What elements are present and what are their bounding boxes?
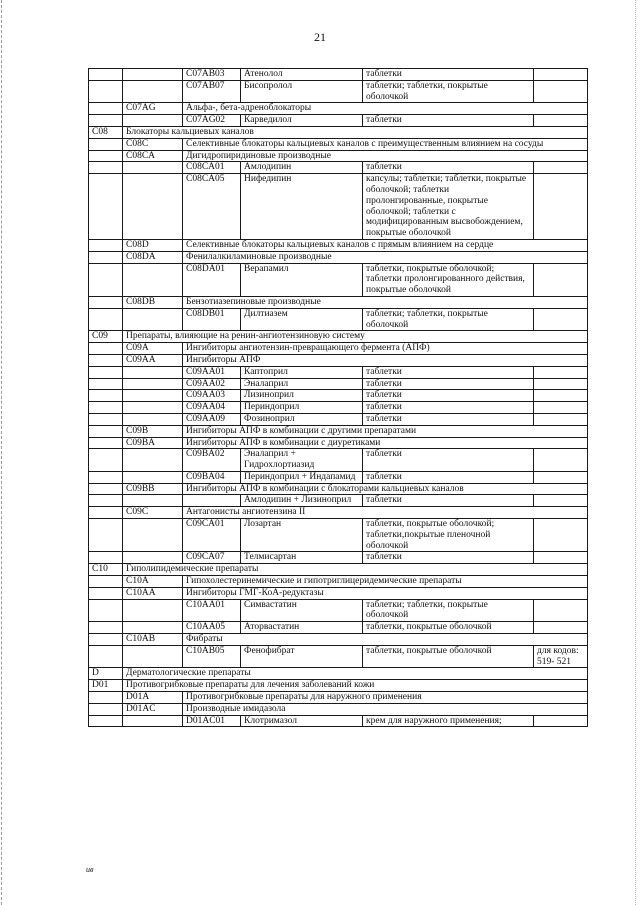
table-row xyxy=(89,296,588,308)
empty-cell xyxy=(89,366,123,378)
empty-cell xyxy=(89,402,123,414)
dosage-form-cell: таблетки xyxy=(363,413,534,425)
note-cell xyxy=(534,552,588,564)
dosage-form-cell: таблетки; таблетки, покрытые оболочкой xyxy=(363,80,534,103)
subgroup-label-cell: Фенилалкиламиновые производные xyxy=(183,251,588,263)
dosage-form-cell: таблетки xyxy=(363,449,534,472)
empty-cell xyxy=(123,308,183,331)
drug-code-cell: C10AA01 xyxy=(183,599,241,622)
drug-code-cell: C07AB03 xyxy=(183,69,241,81)
code-cell: C09B xyxy=(123,425,183,437)
drug-name-cell: Клотримазол xyxy=(241,715,363,727)
note-cell xyxy=(534,174,588,240)
subgroup-label-cell: Производные имидазола xyxy=(183,703,588,715)
note-cell: для кодов: 519- 521 xyxy=(534,645,588,668)
empty-cell xyxy=(89,263,123,296)
table-row xyxy=(89,692,588,704)
dosage-form-cell: крем для наружного применения; xyxy=(363,715,534,727)
drug-name-cell: Фенофибрат xyxy=(241,645,363,668)
empty-cell xyxy=(89,519,123,552)
table-row xyxy=(89,343,588,355)
table-row xyxy=(89,587,588,599)
drug-code-cell: C09AA09 xyxy=(183,413,241,425)
dosage-form-cell: таблетки xyxy=(363,495,534,507)
empty-cell xyxy=(123,366,183,378)
note-cell xyxy=(534,366,588,378)
empty-cell xyxy=(89,692,123,704)
empty-cell xyxy=(123,599,183,622)
dosage-form-cell: таблетки xyxy=(363,115,534,127)
subgroup-label-cell: Фибраты xyxy=(183,634,588,646)
empty-cell xyxy=(89,495,123,507)
code-cell: C08DA xyxy=(123,251,183,263)
table-row xyxy=(89,162,588,174)
note-cell xyxy=(534,308,588,331)
empty-cell xyxy=(89,69,123,81)
dosage-form-cell: таблетки, покрытые оболочкой xyxy=(363,622,534,634)
note-cell xyxy=(534,162,588,174)
empty-cell xyxy=(89,576,123,588)
drug-code-cell: C09AA01 xyxy=(183,366,241,378)
note-cell xyxy=(534,599,588,622)
empty-cell xyxy=(89,343,123,355)
subgroup-label-cell: Ингибиторы АПФ в комбинации с другими препаратами xyxy=(183,425,588,437)
drug-name-cell: Симвастатин xyxy=(241,599,363,622)
drug-name-cell: Амлодипин xyxy=(241,162,363,174)
empty-cell xyxy=(89,103,123,115)
drug-code-cell: C08DA01 xyxy=(183,263,241,296)
empty-cell xyxy=(89,308,123,331)
note-cell xyxy=(534,471,588,483)
empty-cell xyxy=(123,378,183,390)
drug-name-cell: Аторвастатин xyxy=(241,622,363,634)
empty-cell xyxy=(89,634,123,646)
drug-name-cell: Периндоприл xyxy=(241,402,363,414)
dosage-form-cell: таблетки xyxy=(363,390,534,402)
drug-code-cell: C08CA05 xyxy=(183,174,241,240)
drug-name-cell: Каптоприл xyxy=(241,366,363,378)
code-cell: C08DB xyxy=(123,296,183,308)
empty-cell xyxy=(89,552,123,564)
note-cell xyxy=(534,715,588,727)
group-label-cell: Противогрибковые препараты для лечения заболеваний кожи xyxy=(123,680,588,692)
table-row xyxy=(89,634,588,646)
drug-name-cell: Периндоприл + Индапамид xyxy=(241,471,363,483)
drug-code-cell: C07AB07 xyxy=(183,80,241,103)
code-cell: C09C xyxy=(123,507,183,519)
drug-code-cell: C09BA04 xyxy=(183,471,241,483)
drug-name-cell: Нифедипин xyxy=(241,174,363,240)
table-row xyxy=(89,69,588,81)
table-row xyxy=(89,507,588,519)
empty-cell xyxy=(89,378,123,390)
table-row xyxy=(89,308,588,331)
subgroup-label-cell: Антагонисты ангиотензина II xyxy=(183,507,588,519)
code-cell: C09AA xyxy=(123,354,183,366)
empty-cell xyxy=(89,483,123,495)
drug-name-cell: Фозиноприл xyxy=(241,413,363,425)
table-row xyxy=(89,703,588,715)
drug-name-cell: Атенолол xyxy=(241,69,363,81)
drug-code-cell: C08CA01 xyxy=(183,162,241,174)
note-cell xyxy=(534,263,588,296)
code-cell: C08D xyxy=(123,239,183,251)
drug-code-cell: C09AA03 xyxy=(183,390,241,402)
drug-code-cell xyxy=(183,495,241,507)
table-row xyxy=(89,390,588,402)
note-cell xyxy=(534,495,588,507)
code-cell: C09BB xyxy=(123,483,183,495)
empty-cell xyxy=(89,449,123,472)
empty-cell xyxy=(89,138,123,150)
dosage-form-cell: таблетки xyxy=(363,162,534,174)
table-row xyxy=(89,425,588,437)
code-cell: C08CA xyxy=(123,150,183,162)
drug-code-cell: C07AG02 xyxy=(183,115,241,127)
empty-cell xyxy=(123,402,183,414)
subgroup-label-cell: Дигидропиридиновые производные xyxy=(183,150,588,162)
code-cell: C09BA xyxy=(123,437,183,449)
drug-name-cell: Лозартан xyxy=(241,519,363,552)
empty-cell xyxy=(123,115,183,127)
drug-name-cell: Телмисартан xyxy=(241,552,363,564)
dosage-form-cell: таблетки xyxy=(363,552,534,564)
code-cell: C09A xyxy=(123,343,183,355)
empty-cell xyxy=(89,296,123,308)
table-row xyxy=(89,251,588,263)
drug-code-cell: C08DB01 xyxy=(183,308,241,331)
scan-edge-right xyxy=(635,0,637,905)
note-cell xyxy=(534,390,588,402)
subgroup-label-cell: Противогрибковые препараты для наружного применения xyxy=(183,692,588,704)
code-cell: C10 xyxy=(89,564,123,576)
dosage-form-cell: таблетки, покрытые оболочкой; таблетки пролонгированного действия, покрытые оболочкой xyxy=(363,263,534,296)
code-cell: C07AG xyxy=(123,103,183,115)
table-row xyxy=(89,437,588,449)
empty-cell xyxy=(123,69,183,81)
note-cell xyxy=(534,519,588,552)
table-row xyxy=(89,150,588,162)
subgroup-label-cell: Альфа-, бета-адреноблокаторы xyxy=(183,103,588,115)
table-row xyxy=(89,103,588,115)
note-cell xyxy=(534,115,588,127)
table-row xyxy=(89,519,588,552)
dosage-form-cell: таблетки xyxy=(363,378,534,390)
empty-cell xyxy=(123,519,183,552)
subgroup-label-cell: Селективные блокаторы кальциевых каналов с преимущественным влиянием на сосуды xyxy=(183,138,588,150)
code-cell: D01AC xyxy=(123,703,183,715)
empty-cell xyxy=(89,162,123,174)
empty-cell xyxy=(89,80,123,103)
table-row xyxy=(89,263,588,296)
code-cell: C10AB xyxy=(123,634,183,646)
empty-cell xyxy=(123,174,183,240)
empty-cell xyxy=(89,150,123,162)
code-cell: C10A xyxy=(123,576,183,588)
subgroup-label-cell: Гипохолестеринемические и гипотриглицеридемические препараты xyxy=(183,576,588,588)
drug-name-cell: Эналаприл xyxy=(241,378,363,390)
subgroup-label-cell: Ингибиторы АПФ в комбинации с блокаторами кальциевых каналов xyxy=(183,483,588,495)
drug-code-cell: C09AA02 xyxy=(183,378,241,390)
table-row xyxy=(89,331,588,343)
empty-cell xyxy=(89,715,123,727)
group-label-cell: Блокаторы кальциевых каналов xyxy=(123,126,588,138)
code-cell: C09 xyxy=(89,331,123,343)
drug-name-cell: Верапамил xyxy=(241,263,363,296)
table-row xyxy=(89,138,588,150)
note-cell xyxy=(534,69,588,81)
note-cell xyxy=(534,413,588,425)
subgroup-label-cell: Ингибиторы ангиотензин-превращающего фермента (АПФ) xyxy=(183,343,588,355)
table-row xyxy=(89,564,588,576)
drug-code-cell: C09CA01 xyxy=(183,519,241,552)
group-label-cell: Дерматологические препараты xyxy=(123,668,588,680)
dosage-form-cell: таблетки; таблетки, покрытые оболочкой xyxy=(363,599,534,622)
table-row xyxy=(89,599,588,622)
drug-code-cell: C09BA02 xyxy=(183,449,241,472)
group-label-cell: Препараты, влияющие на ренин-ангиотензиновую систему xyxy=(123,331,588,343)
footer-mark: ив xyxy=(86,865,94,874)
dosage-form-cell: таблетки xyxy=(363,471,534,483)
drug-classification-table xyxy=(88,68,588,727)
empty-cell xyxy=(123,715,183,727)
note-cell xyxy=(534,80,588,103)
subgroup-label-cell: Бензотиазепиновые производные xyxy=(183,296,588,308)
empty-cell xyxy=(89,174,123,240)
note-cell xyxy=(534,378,588,390)
drug-name-cell: Дилтиазем xyxy=(241,308,363,331)
empty-cell xyxy=(89,239,123,251)
table-row xyxy=(89,622,588,634)
subgroup-label-cell: Селективные блокаторы кальциевых каналов с прямым влиянием на сердце xyxy=(183,239,588,251)
subgroup-label-cell: Ингибиторы АПФ в комбинации с диуретиками xyxy=(183,437,588,449)
code-cell: C08C xyxy=(123,138,183,150)
code-cell: D01 xyxy=(89,680,123,692)
table-row xyxy=(89,366,588,378)
dosage-form-cell: таблетки xyxy=(363,69,534,81)
drug-code-cell: C10AA05 xyxy=(183,622,241,634)
empty-cell xyxy=(89,645,123,668)
drug-name-cell: Амлодипин + Лизиноприл xyxy=(241,495,363,507)
table-row xyxy=(89,80,588,103)
empty-cell xyxy=(89,115,123,127)
table-row xyxy=(89,495,588,507)
dosage-form-cell: таблетки; таблетки, покрытые оболочкой xyxy=(363,308,534,331)
table-row xyxy=(89,471,588,483)
table-row xyxy=(89,483,588,495)
empty-cell xyxy=(123,449,183,472)
code-cell: D01A xyxy=(123,692,183,704)
dosage-form-cell: капсулы; таблетки; таблетки, покрытые оболочкой; таблетки пролонгированные, покрытые оболочкой; таблетки с модифицированным высвобождением, покрытые оболочкой xyxy=(363,174,534,240)
note-cell xyxy=(534,402,588,414)
empty-cell xyxy=(89,354,123,366)
empty-cell xyxy=(89,390,123,402)
empty-cell xyxy=(123,645,183,668)
empty-cell xyxy=(123,263,183,296)
dosage-form-cell: таблетки xyxy=(363,402,534,414)
drug-name-cell: Карведилол xyxy=(241,115,363,127)
note-cell xyxy=(534,622,588,634)
table-row xyxy=(89,354,588,366)
drug-name-cell: Эналаприл + Гидрохлортиазид xyxy=(241,449,363,472)
empty-cell xyxy=(123,622,183,634)
empty-cell xyxy=(123,552,183,564)
drug-code-cell: C09CA07 xyxy=(183,552,241,564)
dosage-form-cell: таблетки, покрытые оболочкой; таблетки,покрытые пленочной оболочкой xyxy=(363,519,534,552)
drug-code-cell: C09AA04 xyxy=(183,402,241,414)
table-row xyxy=(89,680,588,692)
drug-code-cell: C10AB05 xyxy=(183,645,241,668)
note-cell xyxy=(534,449,588,472)
empty-cell xyxy=(123,495,183,507)
table-row xyxy=(89,645,588,668)
empty-cell xyxy=(123,80,183,103)
empty-cell xyxy=(89,507,123,519)
dosage-form-cell: таблетки, покрытые оболочкой xyxy=(363,645,534,668)
group-label-cell: Гиполипидемические препараты xyxy=(123,564,588,576)
page-number: 21 xyxy=(314,30,326,44)
empty-cell xyxy=(89,251,123,263)
code-cell: C08 xyxy=(89,126,123,138)
table-row xyxy=(89,115,588,127)
empty-cell xyxy=(123,471,183,483)
drug-code-cell: D01AC01 xyxy=(183,715,241,727)
empty-cell xyxy=(89,437,123,449)
drug-name-cell: Лизиноприл xyxy=(241,390,363,402)
table-row xyxy=(89,239,588,251)
scan-edge-left xyxy=(1,0,3,905)
empty-cell xyxy=(89,703,123,715)
table-row xyxy=(89,576,588,588)
subgroup-label-cell: Ингибиторы ГМГ-КоА-редуктазы xyxy=(183,587,588,599)
code-cell: D xyxy=(89,668,123,680)
code-cell: C10AA xyxy=(123,587,183,599)
empty-cell xyxy=(89,587,123,599)
table-row xyxy=(89,449,588,472)
subgroup-label-cell: Ингибиторы АПФ xyxy=(183,354,588,366)
table-row xyxy=(89,378,588,390)
empty-cell xyxy=(123,162,183,174)
empty-cell xyxy=(123,413,183,425)
empty-cell xyxy=(89,425,123,437)
table-row xyxy=(89,174,588,240)
empty-cell xyxy=(89,599,123,622)
empty-cell xyxy=(89,471,123,483)
table-row xyxy=(89,413,588,425)
empty-cell xyxy=(123,390,183,402)
table-row xyxy=(89,126,588,138)
table-row xyxy=(89,668,588,680)
drug-name-cell: Бисопролол xyxy=(241,80,363,103)
empty-cell xyxy=(89,413,123,425)
dosage-form-cell: таблетки xyxy=(363,366,534,378)
empty-cell xyxy=(89,622,123,634)
table-row xyxy=(89,552,588,564)
table-row xyxy=(89,402,588,414)
table-row xyxy=(89,715,588,727)
